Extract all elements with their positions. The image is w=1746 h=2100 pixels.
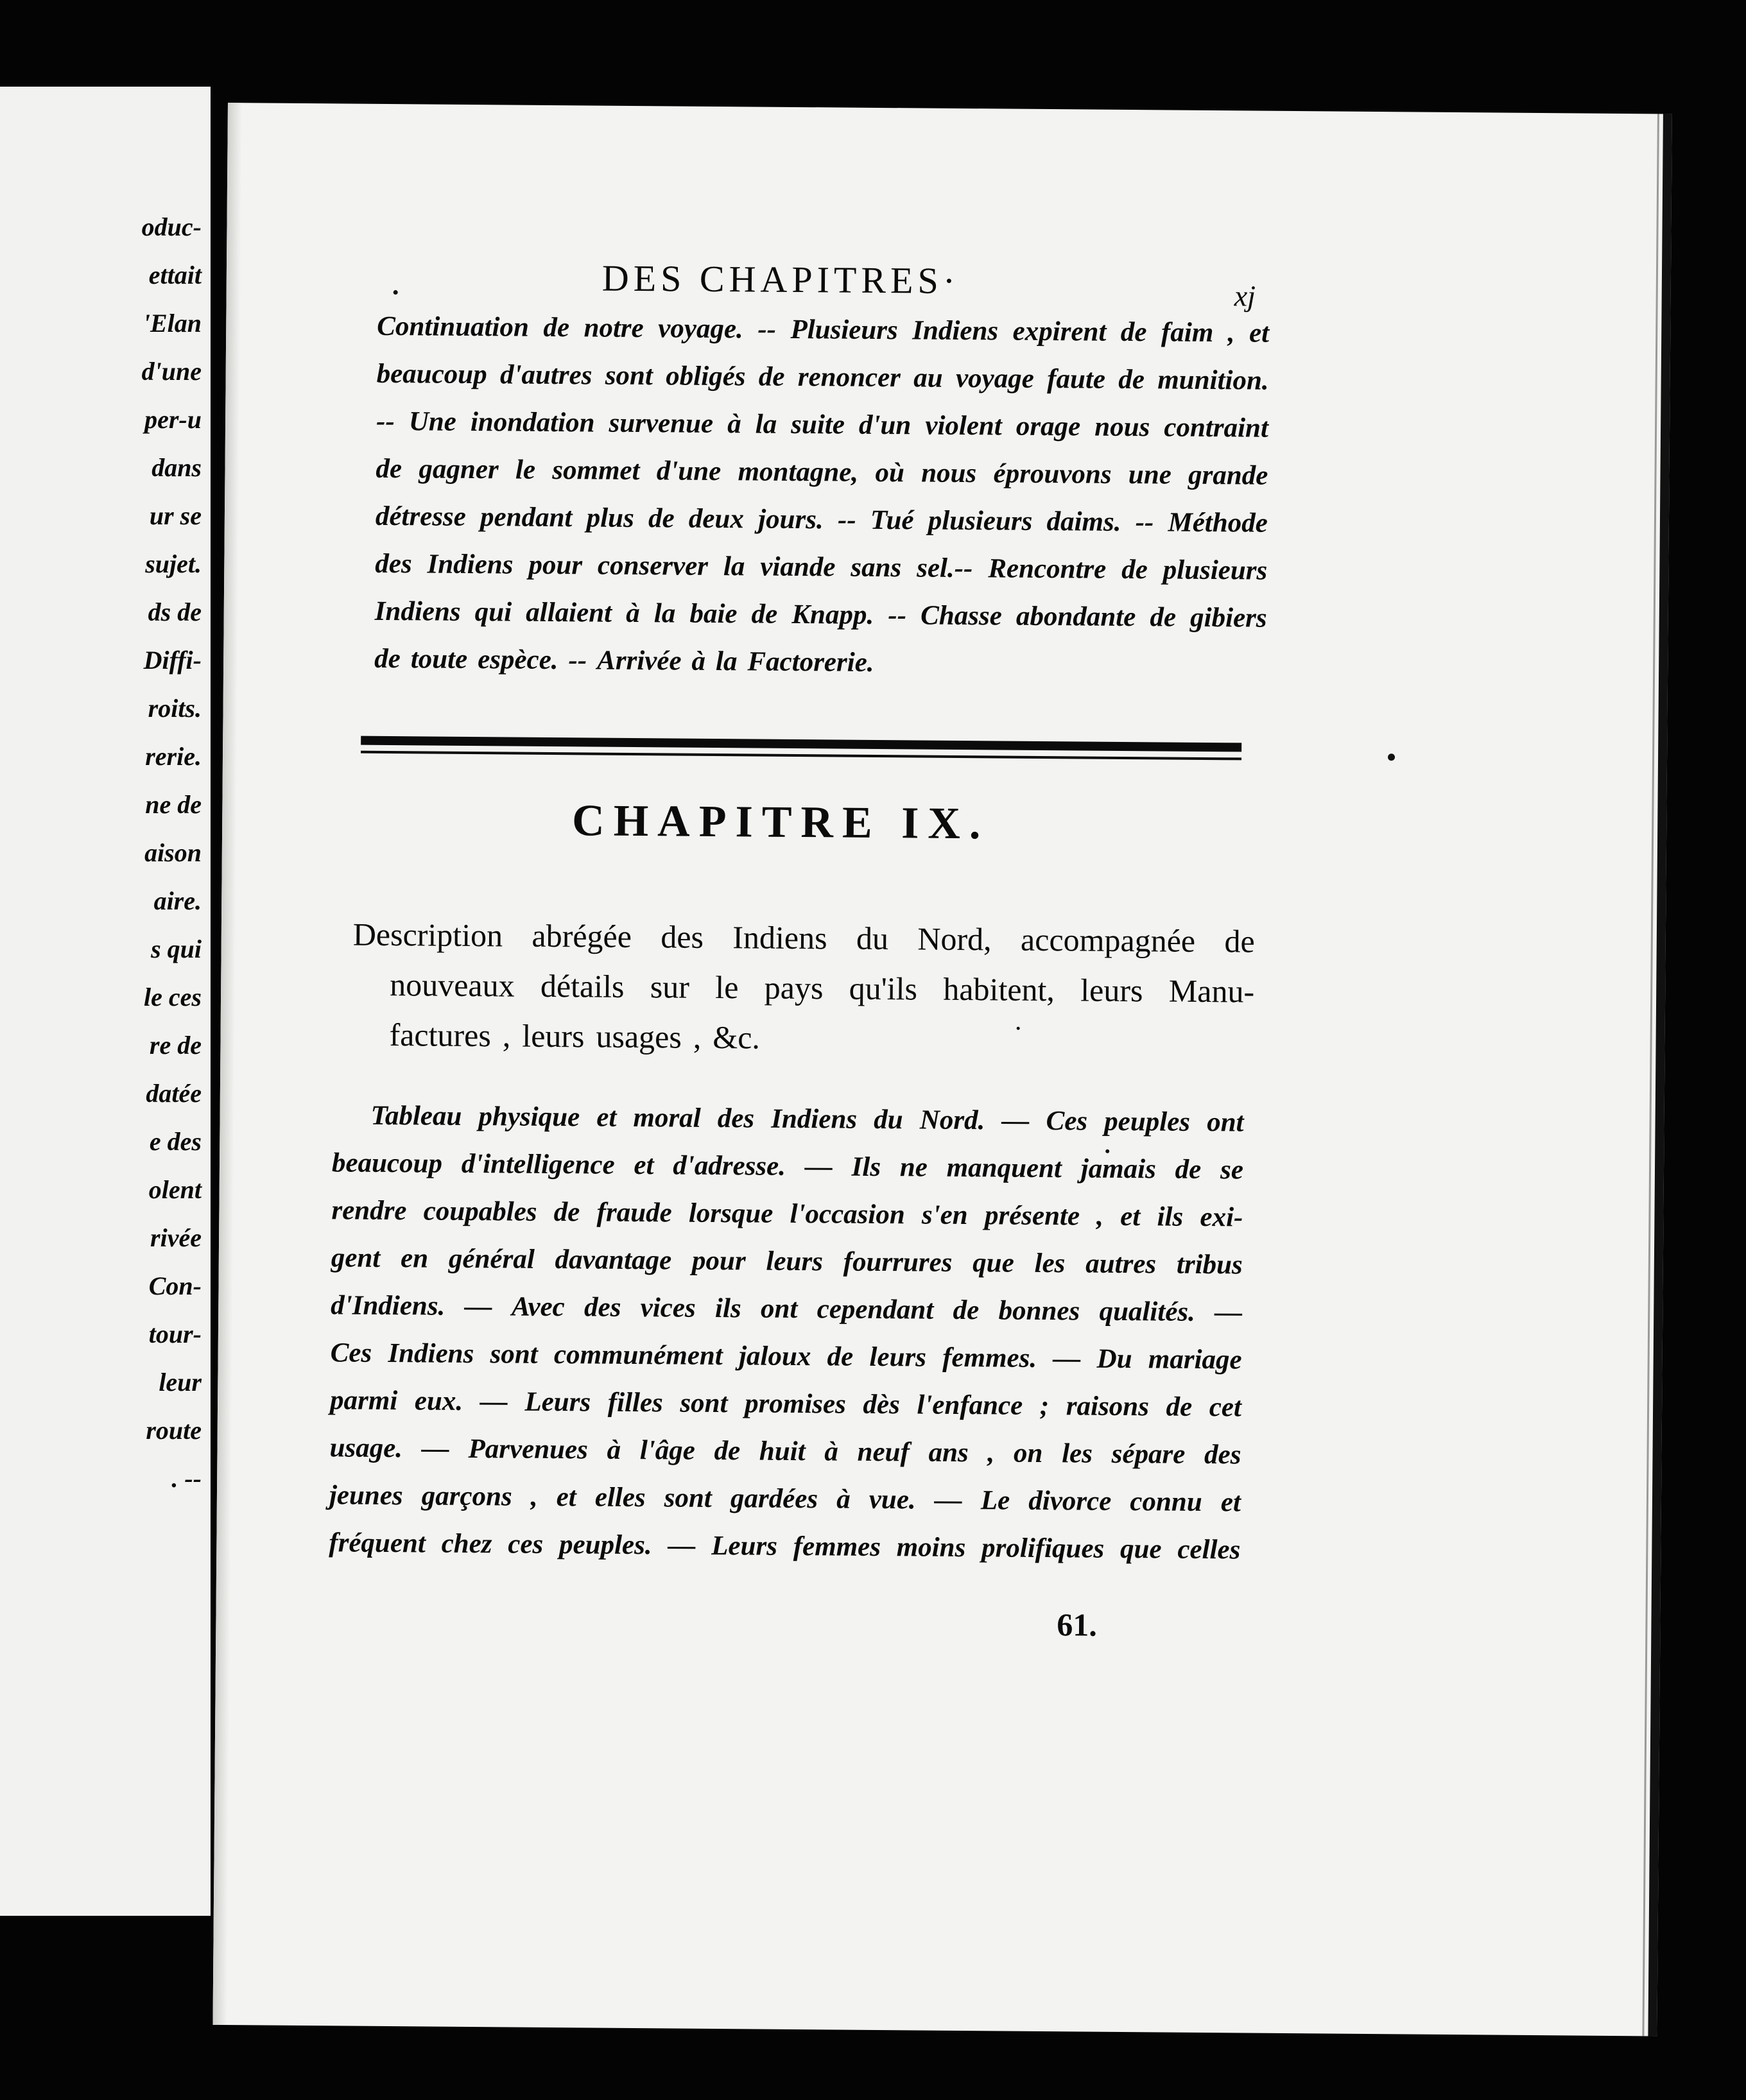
chapter-title: CHAPITRE IX.	[571, 796, 990, 849]
previous-chapter-summary	[374, 303, 1270, 690]
scan-speck	[393, 290, 398, 295]
left-page-fragment	[0, 87, 211, 1916]
left-page-line: olent	[148, 1175, 202, 1204]
left-page-line: 'Elan	[143, 309, 202, 338]
left-page-line: e des	[149, 1127, 202, 1156]
text-line: beaucoup d'intelligence et d'adresse. — Ils ne manquent jamais de se	[331, 1148, 1244, 1185]
left-page-line: Diffi-	[143, 646, 202, 675]
left-page-line: leur	[159, 1368, 202, 1397]
running-head: DES CHAPITRES·	[601, 257, 960, 302]
left-page-line: oduc-	[141, 212, 202, 241]
left-page-line: le ces	[144, 983, 202, 1011]
left-page-line: rivée	[150, 1223, 202, 1252]
left-page-line: dans	[151, 453, 202, 482]
text-line: de toute espèce. -- Arrivée à la Factorerie.	[374, 643, 874, 678]
left-page-line: ur se	[149, 501, 202, 530]
left-page-line: datée	[146, 1079, 202, 1108]
text-line: jeunes garçons , et elles sont gardées à vue. — Le divorce connu et	[329, 1480, 1241, 1518]
left-page-line: re de	[149, 1031, 202, 1060]
chapter-summary	[329, 1092, 1244, 1574]
left-page-line: Con-	[148, 1271, 202, 1300]
text-line: d'Indiens. — Avec des vices ils ont cependant de bonnes qualités. —	[331, 1290, 1243, 1328]
section-rule-thin	[361, 751, 1241, 761]
heading-line: Description abrégée des Indiens du Nord, accompagnée de	[352, 916, 1255, 960]
text-line: beaucoup d'autres sont obligés de renoncer au voyage faute de munition.	[376, 358, 1269, 396]
text-line: -- Une inondation survenue à la suite d'un violent orage nous contraint	[376, 406, 1269, 443]
left-page-line: s qui	[151, 934, 202, 963]
left-page-line: tour-	[148, 1320, 202, 1348]
scan-speck	[1388, 753, 1395, 761]
text-line: gent en général davantage pour leurs fourrures que les autres tribus	[331, 1243, 1243, 1280]
text-line: Continuation de notre voyage. -- Plusieurs Indiens expirent de faim , et	[377, 311, 1270, 349]
left-page-line: aison	[144, 838, 202, 867]
left-page-line: aire.	[153, 886, 202, 915]
left-page-line: rerie.	[145, 742, 202, 771]
text-line: parmi eux. — Leurs filles sont promises dès l'enfance ; raisons de cet	[329, 1385, 1242, 1423]
section-rule-thick	[361, 736, 1241, 752]
left-page-line: ds de	[148, 598, 202, 626]
text-line: fréquent chez ces peuples. — Leurs femmes moins prolifiques que celles	[329, 1528, 1241, 1565]
left-page-line: ettait	[148, 261, 202, 289]
left-page-line: route	[146, 1416, 202, 1445]
text-line: Tableau physique et moral des Indiens du Nord. — Ces peuples ont	[370, 1100, 1244, 1138]
text-line: Ces Indiens sont communément jaloux de leurs femmes. — Du mariage	[330, 1338, 1242, 1375]
scan-speck	[1017, 1027, 1020, 1030]
scan-speck	[1105, 1149, 1109, 1153]
main-page	[212, 103, 1672, 2036]
text-line: usage. — Parvenues à l'âge de huit à neuf ans , on les sépare des	[329, 1433, 1241, 1470]
left-page-line: roits.	[148, 694, 202, 723]
page-number: xj	[1234, 279, 1256, 313]
left-page-line: per-u	[144, 405, 202, 434]
text-line: de gagner le sommet d'une montagne, où nous éprouvons une grande	[376, 453, 1268, 491]
heading-line: nouveaux détails sur le pays qu'ils habitent, leurs Manu-	[389, 967, 1255, 1010]
left-page-line: d'une	[141, 357, 202, 386]
text-line: rendre coupables de fraude lorsque l'occasion s'en présente , et ils exi-	[331, 1195, 1243, 1233]
left-page-line: ne de	[145, 790, 202, 819]
text-line: détresse pendant plus de deux jours. -- Tué plusieurs daims. -- Méthode	[375, 501, 1268, 538]
left-page-line: . --	[171, 1464, 202, 1493]
text-line: des Indiens pour conserver la viande sans sel.-- Rencontre de plusieurs	[375, 548, 1268, 586]
text-line: Indiens qui allaient à la baie de Knapp. -- Chasse abondante de gibiers	[374, 596, 1267, 633]
catchword: 61.	[1057, 1606, 1098, 1643]
heading-line: factures , leurs usages , &c.	[389, 1017, 761, 1056]
left-page-line: sujet.	[145, 549, 202, 578]
chapter-heading	[352, 909, 1255, 1067]
